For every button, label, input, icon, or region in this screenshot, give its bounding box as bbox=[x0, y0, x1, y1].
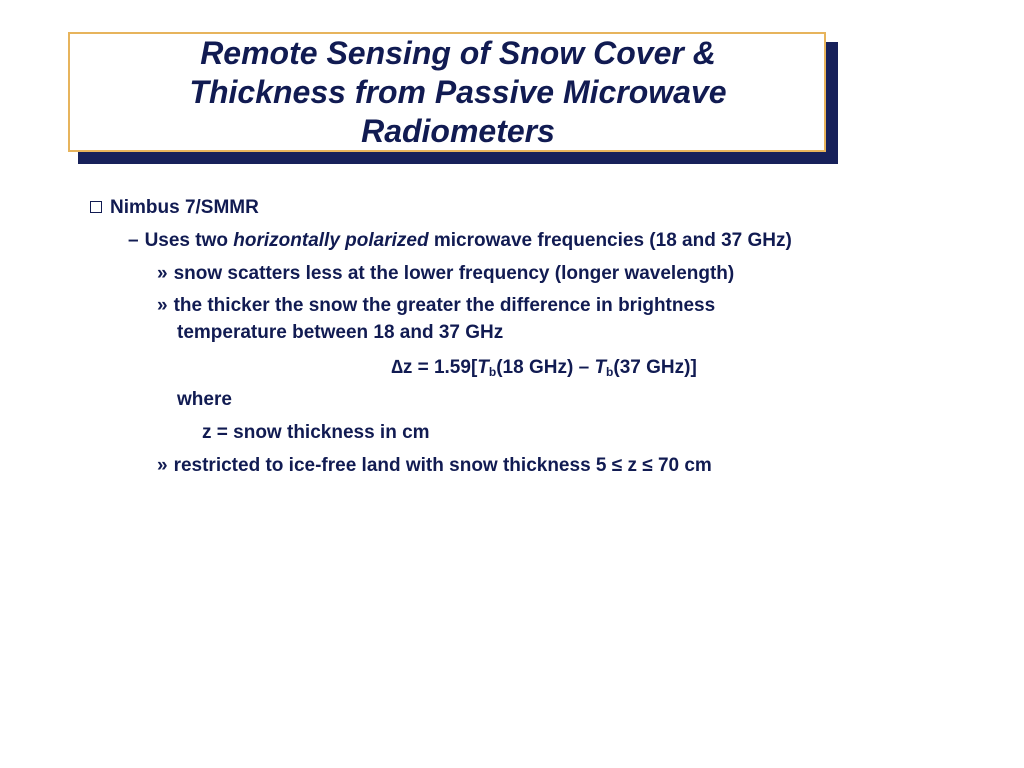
bullet-frequencies-pre: Uses two bbox=[144, 230, 234, 251]
chevron-bullet-icon: » bbox=[157, 455, 168, 476]
bullet-scatter bbox=[157, 263, 734, 285]
bullet-thicker-line-2: temperature between 18 and 37 GHz bbox=[177, 322, 504, 343]
bullet-restricted bbox=[157, 455, 712, 477]
chevron-bullet-icon: » bbox=[157, 295, 168, 316]
formula-t2: T bbox=[594, 357, 607, 378]
formula-part-2: (18 GHz) – bbox=[496, 357, 595, 378]
formula-part-3: (37 GHz)] bbox=[613, 357, 697, 378]
bullet-thicker bbox=[157, 295, 715, 317]
bullet-nimbus-text: Nimbus 7/SMMR bbox=[110, 197, 259, 218]
where-definition-text: z = snow thickness in cm bbox=[202, 422, 430, 443]
title-line-3: Radiometers bbox=[361, 113, 555, 149]
delta-symbol: ∆ bbox=[391, 357, 403, 378]
bullet-frequencies-italic: horizontally polarized bbox=[233, 230, 429, 251]
where-definition bbox=[202, 422, 430, 444]
bullet-thicker-line-1: the thicker the snow the greater the difference in brightness bbox=[173, 295, 716, 316]
where-text: where bbox=[177, 389, 232, 410]
bullet-thicker-continuation bbox=[177, 322, 503, 344]
bullet-frequencies bbox=[128, 230, 792, 252]
formula-part-1: z = 1.59[ bbox=[402, 357, 478, 378]
bullet-frequencies-post: microwave frequencies (18 and 37 GHz) bbox=[428, 230, 792, 251]
formula-sub-2: b bbox=[606, 365, 614, 379]
formula-t1: T bbox=[477, 357, 489, 378]
title-line-1: Remote Sensing of Snow Cover & bbox=[200, 35, 716, 71]
where-label bbox=[177, 389, 232, 411]
title-line-2: Thickness from Passive Microwave bbox=[189, 74, 727, 110]
bullet-nimbus bbox=[90, 197, 259, 219]
bullet-scatter-text: snow scatters less at the lower frequency (longer wavelength) bbox=[173, 263, 735, 284]
snow-depth-formula bbox=[0, 357, 1024, 379]
dash-bullet-icon: – bbox=[128, 230, 139, 251]
chevron-bullet-icon: » bbox=[157, 263, 168, 284]
formula-sub-1: b bbox=[488, 365, 497, 379]
square-bullet-icon bbox=[90, 201, 102, 213]
bullet-restricted-text: restricted to ice-free land with snow thickness 5 ≤ z ≤ 70 cm bbox=[173, 455, 712, 476]
